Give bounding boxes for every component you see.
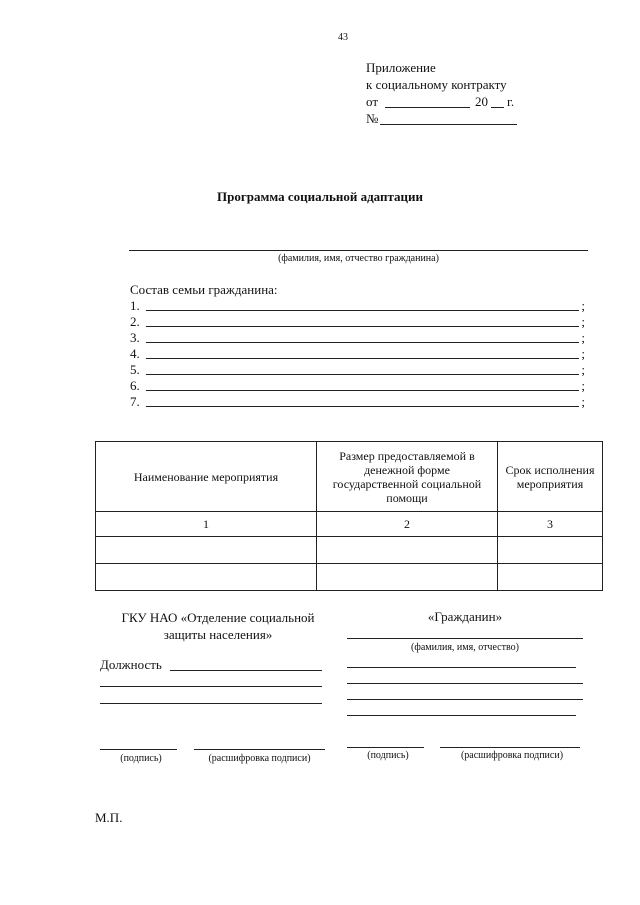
family-row-field[interactable] [146,406,579,407]
citizen-name-field[interactable] [129,250,588,251]
family-row-field[interactable] [146,374,579,375]
family-row-terminator: ; [581,394,585,409]
stamp-place: М.П. [95,810,123,825]
table-index-cell: 2 [317,512,498,537]
position-label: Должность [100,657,162,672]
family-row[interactable] [130,362,585,378]
family-row[interactable] [130,394,585,410]
family-row-number: 3. [130,330,140,345]
family-row-field[interactable] [146,358,579,359]
table-cell[interactable] [498,564,603,591]
appendix-date-field[interactable] [385,107,470,108]
agency-signature-field[interactable] [100,749,177,750]
table-cell[interactable] [317,564,498,591]
header-activity-name: Наименование мероприятия [96,442,317,512]
citizen-signature-caption: (подпись) [367,750,409,761]
table-cell[interactable] [317,537,498,564]
table-cell[interactable] [96,564,317,591]
citizen-blank-line-4[interactable] [347,715,576,716]
family-row-field[interactable] [146,326,579,327]
position-field[interactable] [170,670,322,671]
table-index-cell: 3 [498,512,603,537]
appendix-number-field[interactable] [380,124,517,125]
family-row[interactable] [130,314,585,330]
family-row[interactable] [130,346,585,362]
citizen-signature-field[interactable] [347,747,424,748]
agency-decode-field[interactable] [194,749,325,750]
family-row-field[interactable] [146,390,579,391]
family-row-field[interactable] [146,342,579,343]
appendix-year-suffix: г. [507,94,515,109]
appendix-year-prefix: 20 [475,94,488,109]
appendix-date-prefix: от [366,94,379,109]
family-row-terminator: ; [581,298,585,313]
citizen-name-caption: (фамилия, имя, отчество гражданина) [278,253,439,264]
family-row[interactable] [130,298,585,314]
citizen-blank-line-3[interactable] [347,699,583,700]
family-row-number: 4. [130,346,140,361]
family-row-field[interactable] [146,310,579,311]
family-row-terminator: ; [581,346,585,361]
table-cell[interactable] [96,537,317,564]
family-row-number: 6. [130,378,140,393]
table-index-cell: 1 [96,512,317,537]
citizen-decode-field[interactable] [440,747,580,748]
citizen-blank-line-2[interactable] [347,683,583,684]
citizen-party-name: «Гражданин» [427,609,503,624]
agency-blank-line-2[interactable] [100,703,322,704]
family-heading: Состав семьи гражданина: [130,282,278,297]
appendix-year-field[interactable] [491,107,504,108]
page-number: 43 [338,32,348,43]
family-row-number: 7. [130,394,140,409]
header-aid-amount: Размер предоставляемой в денежной форме государственной социальной помощи [317,442,498,512]
table-index-row [96,512,603,537]
table-header-row [96,442,603,512]
family-row-number: 2. [130,314,140,329]
appendix-line-1: Приложение [366,60,436,75]
citizen-decode-caption: (расшифровка подписи) [460,750,564,761]
table-row [96,537,603,564]
header-deadline: Срок исполнения мероприятия [498,442,603,512]
agency-name: ГКУ НАО «Отделение социальной защиты населения» [121,610,315,642]
agency-blank-line-1[interactable] [100,686,322,687]
family-row-number: 5. [130,362,140,377]
table-row [96,564,603,591]
family-row-terminator: ; [581,378,585,393]
table-cell[interactable] [498,537,603,564]
citizen-fio-caption: (фамилия, имя, отчество) [411,642,519,653]
citizen-fio-field[interactable] [347,638,583,639]
family-row-terminator: ; [581,362,585,377]
document-title: Программа социальной адаптации [216,189,424,204]
family-row[interactable] [130,330,585,346]
appendix-number-prefix: № [366,111,379,126]
citizen-blank-line-1[interactable] [347,667,576,668]
family-row-terminator: ; [581,330,585,345]
family-row[interactable] [130,378,585,394]
appendix-line-2: к социальному контракту [366,77,507,92]
agency-decode-caption: (расшифровка подписи) [208,753,311,764]
family-row-number: 1. [130,298,140,313]
family-row-terminator: ; [581,314,585,329]
activities-table [95,441,603,591]
agency-signature-caption: (подпись) [120,753,162,764]
